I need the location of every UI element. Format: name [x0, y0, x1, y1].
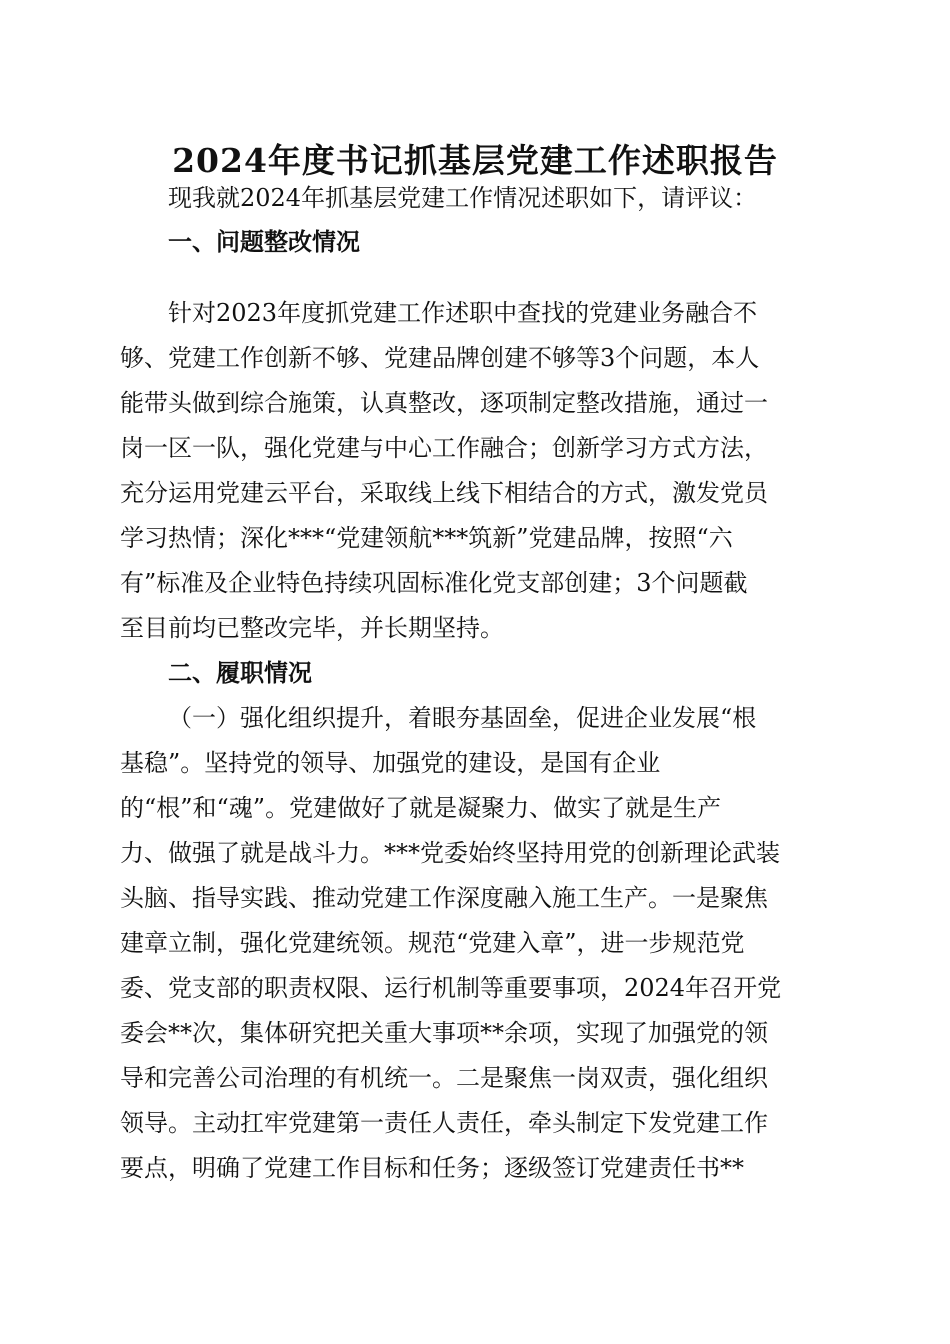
paragraph-line: 的“根”和“魂”。党建做好了就是凝聚力、做实了就是生产 — [120, 794, 722, 822]
paragraph-line: 委、党支部的职责权限、运行机制等重要事项，2024年召开党 — [120, 974, 782, 1002]
paragraph-line: 要点，明确了党建工作目标和任务；逐级签订党建责任书** — [120, 1154, 744, 1182]
paragraph-line: 领导。主动扛牢党建第一责任人责任，牵头制定下发党建工作 — [120, 1109, 768, 1137]
section-heading-performance: 二、履职情况 — [168, 658, 312, 687]
paragraph-line: 岗一区一队，强化党建与中心工作融合；创新学习方式方法， — [120, 434, 768, 462]
paragraph-line: 针对2023年度抓党建工作述职中查找的党建业务融合不 — [168, 299, 758, 327]
paragraph-line: 导和完善公司治理的有机统一。二是聚焦一岗双责，强化组织 — [120, 1064, 768, 1092]
paragraph-line: 充分运用党建云平台，采取线上线下相结合的方式，激发党员 — [120, 479, 768, 507]
paragraph-line: 力、做强了就是战斗力。***党委始终坚持用党的创新理论武装 — [120, 839, 780, 867]
paragraph-line: 有”标准及企业特色持续巩固标准化党支部创建；3个问题截 — [120, 569, 748, 597]
section-heading-rectification: 一、问题整改情况 — [168, 227, 360, 256]
paragraph-line: 能带头做到综合施策，认真整改，逐项制定整改措施，通过一 — [120, 389, 768, 417]
intro-paragraph: 现我就2024年抓基层党建工作情况述职如下，请评议： — [168, 184, 758, 212]
paragraph-line: 学习热情；深化***“党建领航***筑新”党建品牌，按照“六 — [120, 524, 733, 552]
paragraph-line: 头脑、指导实践、推动党建工作深度融入施工生产。一是聚焦 — [120, 884, 768, 912]
paragraph-line: 基稳”。坚持党的领导、加强党的建设，是国有企业 — [120, 749, 661, 777]
paragraph-line: 委会**次，集体研究把关重大事项**余项，实现了加强党的领 — [120, 1019, 768, 1047]
document-title: 2024年度书记抓基层党建工作述职报告 — [172, 141, 778, 180]
paragraph-line: 至目前均已整改完毕，并长期坚持。 — [120, 614, 504, 642]
paragraph-line: 够、党建工作创新不够、党建品牌创建不够等3个问题，本人 — [120, 344, 760, 372]
paragraph-line: 建章立制，强化党建统领。规范“党建入章”，进一步规范党 — [120, 929, 745, 957]
paragraph-line: （一）强化组织提升，着眼夯基固垒，促进企业发展“根 — [168, 704, 757, 732]
